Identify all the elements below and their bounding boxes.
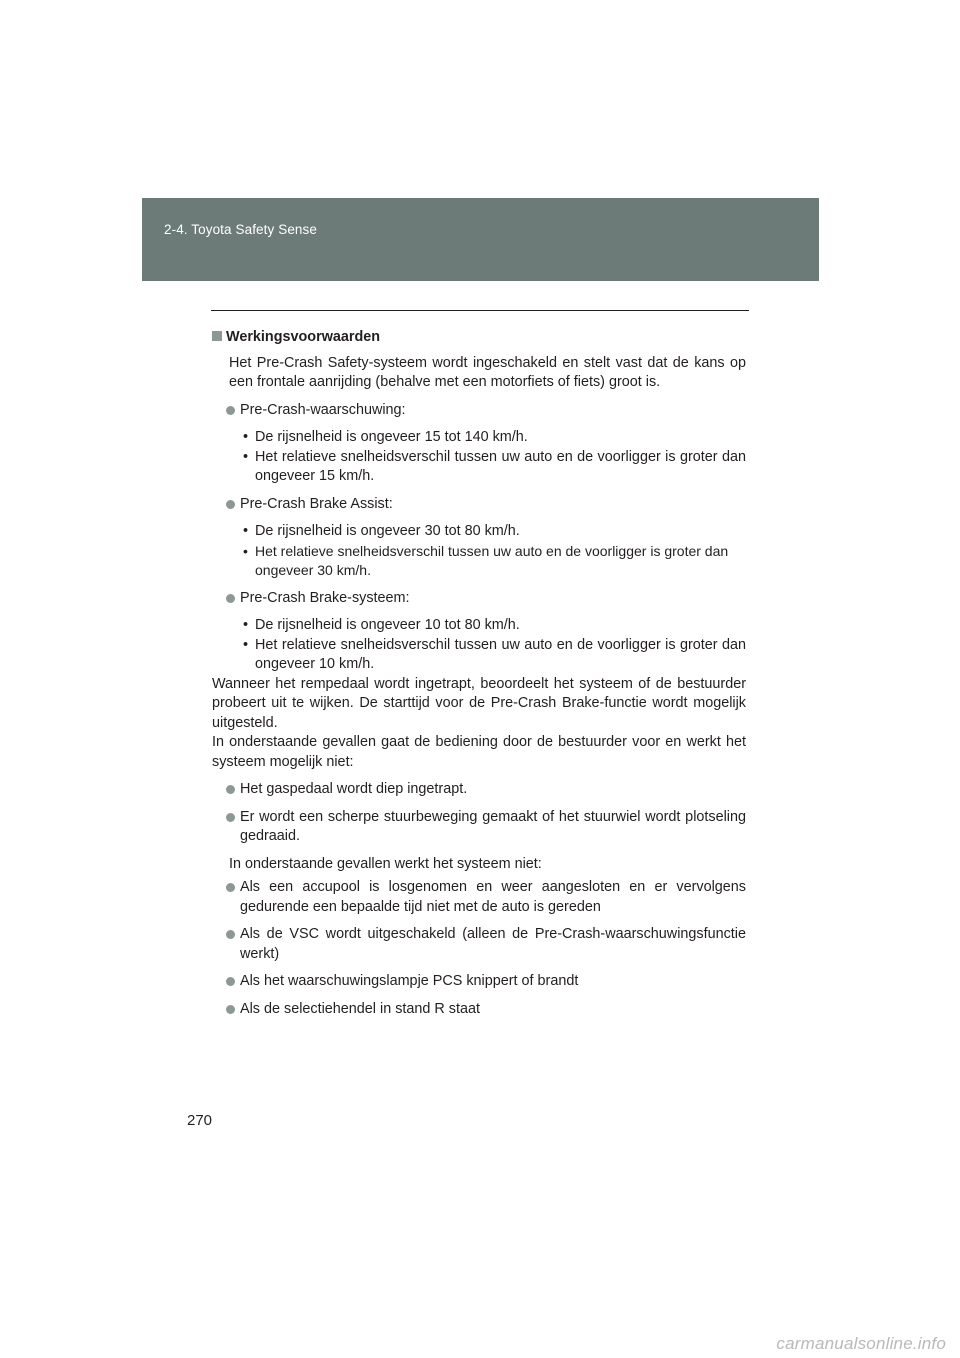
list-item: Er wordt een scherpe stuurbeweging gemaakt of het stuurwiel wordt plotseling gedraaid. — [212, 808, 746, 847]
list-item — [212, 589, 746, 609]
bullet-mark-icon: • — [243, 448, 249, 465]
section-heading — [212, 328, 746, 348]
list-subitem: • De rijsnelheid is ongeveer 10 tot 80 km/h. — [212, 616, 746, 636]
page-content — [212, 328, 746, 1019]
list-item: Als het waarschuwingslampje PCS knippert of brandt — [212, 972, 746, 992]
list-subitem: • Het relatieve snelheidsverschil tussen uw auto en de voorligger is groter dan ongeveer 30 km/h. — [243, 542, 729, 578]
list-item: Als een accupool is losgenomen en weer aangesloten en er vervolgens gedurende een bepaalde tijd niet met de auto is gereden — [212, 878, 746, 917]
group-label: Pre-Crash Brake Assist: — [240, 495, 393, 512]
bullet-dot-icon — [226, 813, 235, 822]
bullet-mark-icon: • — [243, 542, 248, 559]
square-bullet-icon — [212, 331, 222, 341]
list-subitem: • De rijsnelheid is ongeveer 30 tot 80 km/h. — [212, 522, 746, 542]
bullet-dot-icon — [226, 594, 235, 603]
bullet-dot-icon — [226, 500, 235, 509]
bullet-dot-icon — [226, 977, 235, 986]
section-heading-text: Werkingsvoorwaarden — [226, 329, 381, 345]
bullet-dot-icon — [226, 1005, 235, 1014]
group-label: Pre-Crash-waarschuwing: — [240, 401, 406, 418]
list-item: Als de selectiehendel in stand R staat — [212, 1000, 746, 1020]
group-label: Pre-Crash Brake-systeem: — [240, 589, 410, 606]
chapter-header — [142, 198, 819, 281]
bullet-dot-icon — [226, 930, 235, 939]
section-divider — [211, 310, 749, 311]
intro-paragraph: Het Pre-Crash Safety-systeem wordt ingeschakeld en stelt vast dat de kans op een frontale aanrijding (behalve met een motorfiets of fiets) groot is. — [229, 354, 746, 390]
bullet-mark-icon: • — [243, 636, 249, 653]
bullet-dot-icon — [226, 785, 235, 794]
list-item: Als de VSC wordt uitgeschakeld (alleen de Pre-Crash-waarschuwingsfunctie werkt) — [212, 925, 746, 964]
list-subitem: • Het relatieve snelheidsverschil tussen uw auto en de voorligger is groter dan ongeveer 15 km/h. — [243, 448, 746, 484]
list-subitem: • Het relatieve snelheidsverschil tussen uw auto en de voorligger is groter dan ongeveer 10 km/h. — [243, 636, 746, 672]
bullet-mark-icon: • — [243, 617, 249, 633]
brake-paragraph: Wanneer het rempedaal wordt ingetrapt, beoordeelt het systeem of de bestuurder probeert uit te wijken. De starttijd voor de Pre-Crash Brake-functie wordt mogelijk uitgesteld. — [212, 675, 746, 731]
list-item — [212, 401, 746, 421]
list-subitem: • De rijsnelheid is ongeveer 15 tot 140 km/h. — [212, 428, 746, 448]
list-item — [212, 495, 746, 515]
bullet-dot-icon — [226, 406, 235, 415]
bullet-dot-icon — [226, 883, 235, 892]
bullet-mark-icon: • — [243, 429, 249, 445]
chapter-title: 2-4. Toyota Safety Sense — [164, 222, 317, 237]
bullet-mark-icon: • — [243, 523, 249, 539]
override-paragraph: In onderstaande gevallen gaat de bediening door de bestuurder voor en werkt het systeem mogelijk niet: — [212, 734, 746, 770]
watermark: carmanualsonline.info — [776, 1334, 946, 1353]
page-number: 270 — [187, 1112, 213, 1129]
list-item: Het gaspedaal wordt diep ingetrapt. — [212, 780, 746, 800]
inactive-paragraph: In onderstaande gevallen werkt het systeem niet: — [229, 855, 542, 872]
